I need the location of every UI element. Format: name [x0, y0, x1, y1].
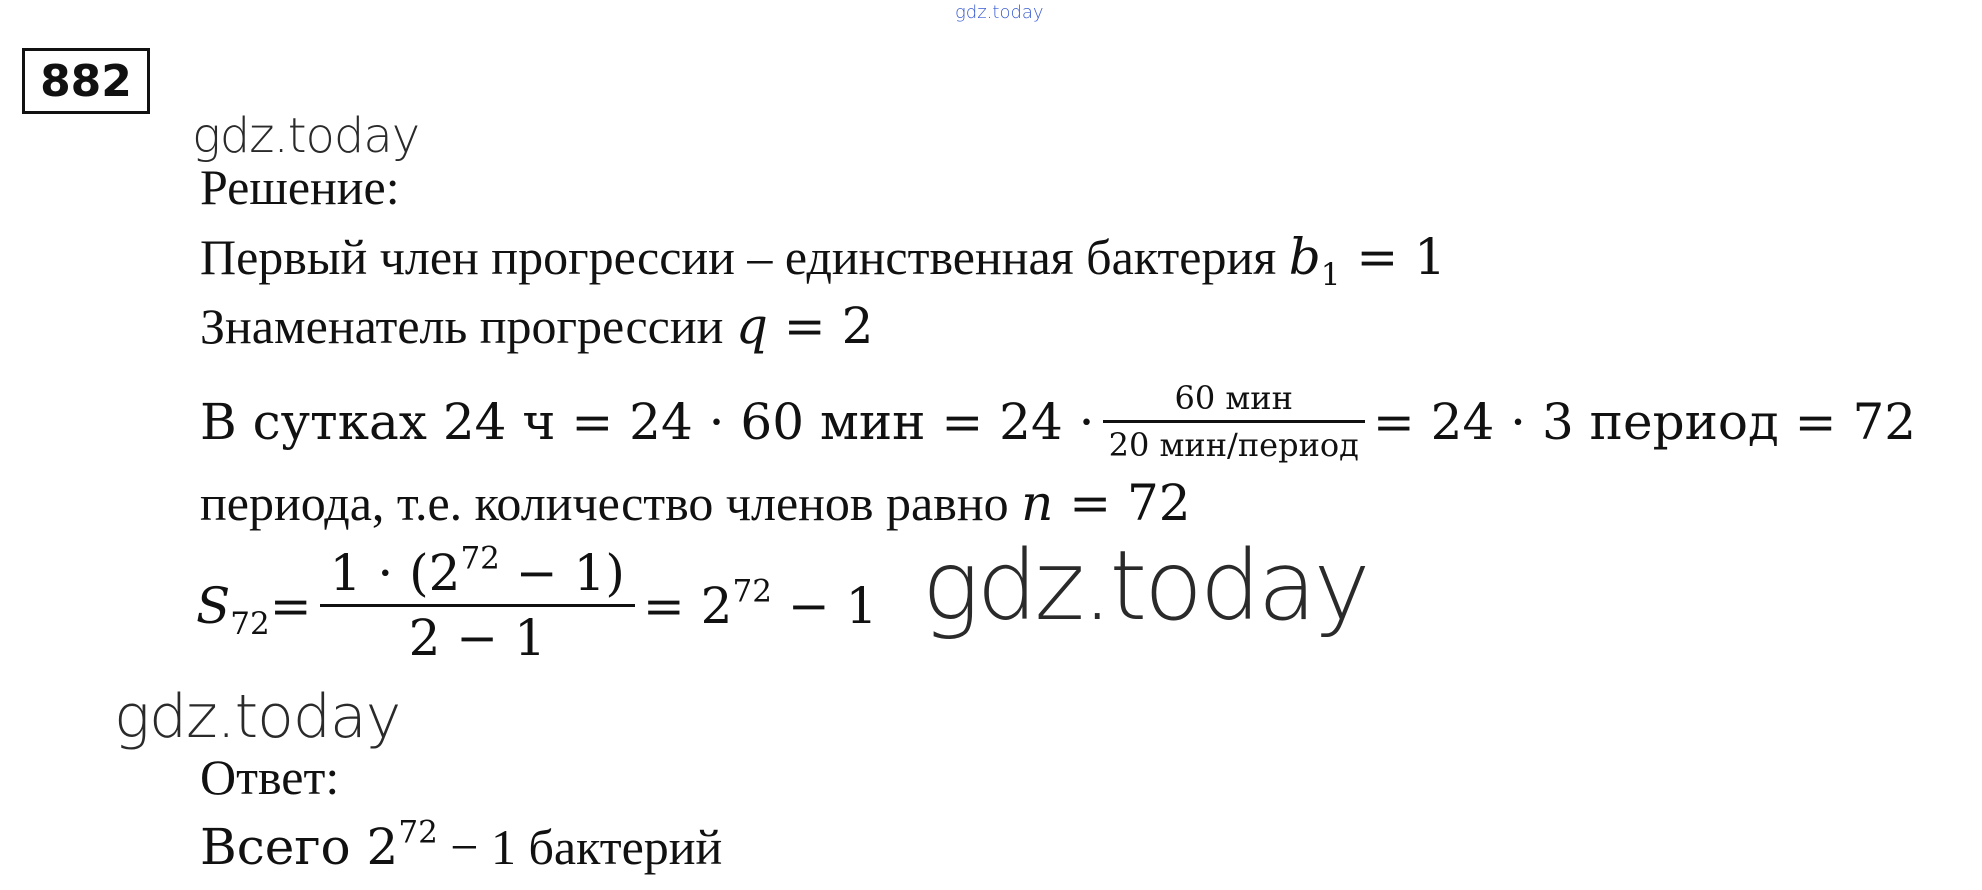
period-text: периода, т.е. количество членов равно — [200, 475, 1022, 531]
denominator-text: Знаменатель прогрессии — [200, 298, 736, 354]
answer-line — [200, 814, 723, 876]
problem-number-box — [22, 48, 150, 114]
period-var: n — [1021, 474, 1054, 532]
first-term-value: = 1 — [1340, 228, 1446, 286]
sum-fraction-denominator: 2 − 1 — [408, 609, 546, 667]
watermark-1: gdz.today — [192, 108, 420, 164]
denominator-line — [200, 297, 874, 355]
watermark-top: gdz.today — [955, 2, 1044, 23]
answer-label: Ответ: — [200, 749, 340, 805]
sum-formula — [196, 540, 878, 667]
problem-number: 882 — [40, 55, 132, 107]
sum-fraction-numerator: $1 \cdot (2^{72} - 1)$ — [329, 540, 625, 602]
period-line — [200, 474, 1191, 532]
answer-value: Всего $2^{72}$ — [200, 814, 438, 876]
first-term-line — [200, 228, 1446, 293]
first-term-var: b — [1288, 228, 1321, 286]
day-tail: = 24 · 3 период = 72 — [1372, 392, 1917, 451]
period-fraction-denominator: 20 мин/период — [1108, 426, 1359, 464]
period-fraction — [1103, 379, 1365, 464]
day-computation-line — [200, 379, 1917, 464]
period-fraction-numerator: 60 мин — [1174, 379, 1293, 417]
first-term-text: Первый член прогрессии – единственная бактерия — [200, 229, 1289, 285]
sum-result: = $2^{72} - 1$ — [642, 572, 878, 635]
watermark-2: gdz.today — [922, 530, 1368, 642]
sum-equals: = — [269, 576, 312, 635]
watermark-3: gdz.today — [114, 682, 401, 752]
denominator-value: = 2 — [767, 297, 874, 355]
sum-var: S — [196, 576, 231, 635]
solution-heading: Решение: — [200, 159, 400, 215]
sum-sub: 72 — [230, 605, 270, 642]
sum-fraction — [320, 540, 635, 667]
denominator-var: q — [735, 297, 768, 355]
first-term-sub: 1 — [1320, 256, 1341, 293]
answer-text: − 1 бактерий — [437, 819, 723, 875]
day-lead: В сутках 24 ч = 24 · 60 мин = 24 · — [200, 392, 1095, 451]
period-value: = 72 — [1053, 474, 1191, 532]
